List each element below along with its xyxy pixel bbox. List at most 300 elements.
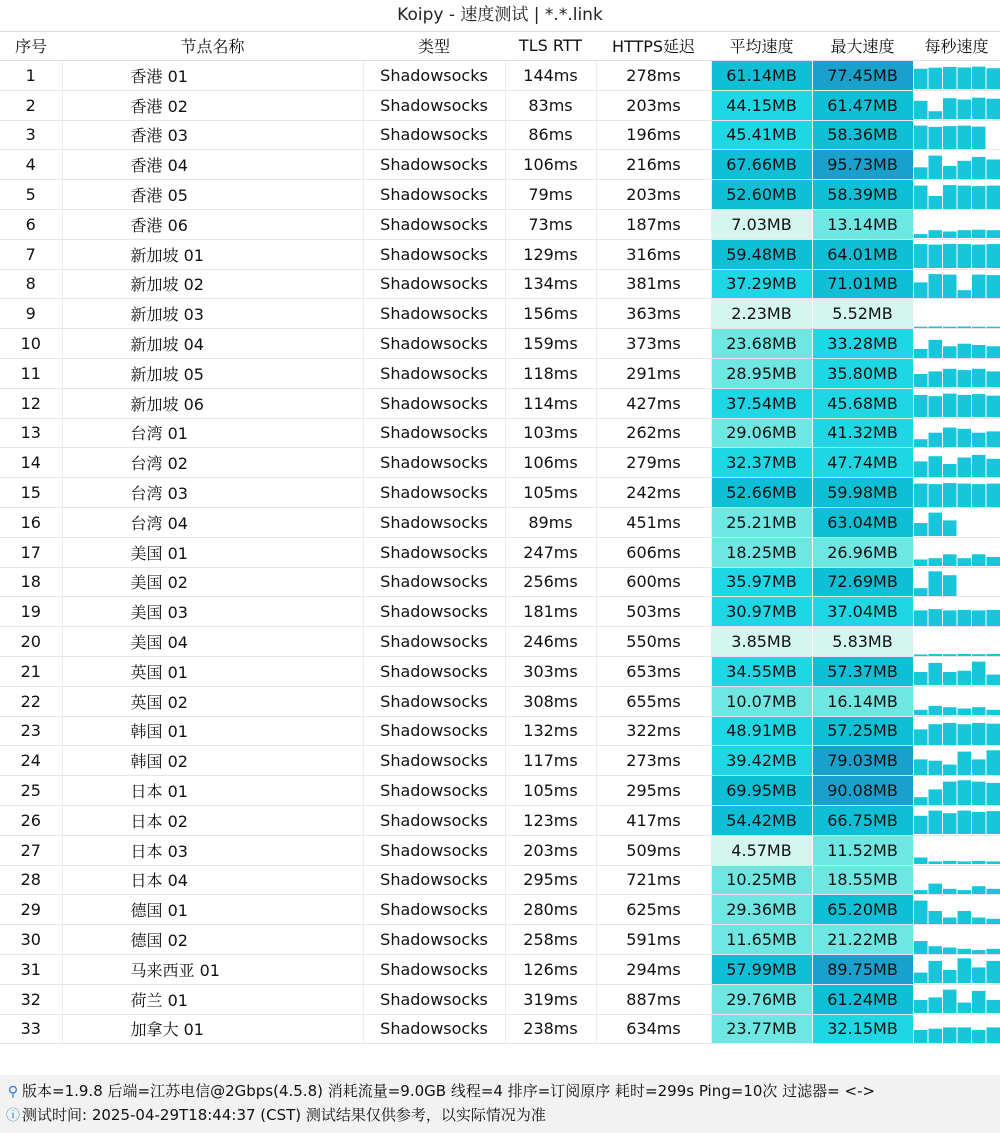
row-tls-rtt: 247ms <box>505 537 596 567</box>
per-second-bar <box>928 433 942 447</box>
per-second-sparkline <box>914 836 1000 864</box>
per-second-bar <box>957 948 971 953</box>
row-type: Shadowsocks <box>363 537 505 567</box>
per-second-bar <box>914 167 928 179</box>
col-header-index[interactable]: 序号 <box>0 31 62 61</box>
row-max-speed: 33.28MB <box>812 329 913 359</box>
row-avg-speed: 52.60MB <box>711 180 812 210</box>
per-second-bar <box>972 127 986 149</box>
row-index: 8 <box>0 269 62 299</box>
per-second-bar <box>928 245 942 268</box>
per-second-bar <box>957 671 971 685</box>
row-type: Shadowsocks <box>363 686 505 716</box>
row-per-second-chart <box>913 61 1000 91</box>
per-second-bar <box>972 98 986 119</box>
row-node-name: 新加坡 05 <box>62 358 363 388</box>
per-second-bar <box>957 780 971 805</box>
per-second-bar <box>914 560 928 567</box>
per-second-bar <box>986 346 1000 358</box>
row-https-latency: 503ms <box>596 597 711 627</box>
row-max-speed: 5.83MB <box>812 627 913 657</box>
window-title: Koipy - 速度测试 | *.*.link <box>0 0 1000 32</box>
row-per-second-chart <box>913 746 1000 776</box>
per-second-bar <box>928 706 942 715</box>
row-per-second-chart <box>913 180 1000 210</box>
row-tls-rtt: 89ms <box>505 507 596 537</box>
row-tls-rtt: 159ms <box>505 329 596 359</box>
per-second-bar <box>943 781 957 804</box>
per-second-bar <box>986 185 1000 208</box>
per-second-bar <box>914 759 928 775</box>
per-second-bar <box>986 159 1000 179</box>
row-max-speed: 66.75MB <box>812 805 913 835</box>
per-second-bar <box>957 343 971 357</box>
per-second-bar <box>957 244 971 268</box>
row-type: Shadowsocks <box>363 895 505 925</box>
per-second-bar <box>928 484 942 507</box>
row-node-name: 香港 01 <box>62 61 363 91</box>
col-header-https-latency[interactable]: HTTPS延迟 <box>596 31 711 61</box>
row-per-second-chart <box>913 239 1000 269</box>
per-second-sparkline <box>914 985 1000 1013</box>
per-second-bar <box>957 724 971 745</box>
row-per-second-chart <box>913 269 1000 299</box>
per-second-bar <box>957 558 971 566</box>
table-row[interactable] <box>0 90 1000 120</box>
per-second-bar <box>943 947 957 954</box>
table-row[interactable] <box>0 120 1000 150</box>
col-header-max-speed[interactable]: 最大速度 <box>812 31 913 61</box>
row-index: 24 <box>0 746 62 776</box>
row-max-speed: 58.36MB <box>812 120 913 150</box>
row-index: 18 <box>0 567 62 597</box>
row-https-latency: 721ms <box>596 865 711 895</box>
table-row[interactable] <box>0 180 1000 210</box>
row-index: 16 <box>0 507 62 537</box>
row-node-name: 新加坡 04 <box>62 329 363 359</box>
row-index: 4 <box>0 150 62 180</box>
table-row[interactable] <box>0 954 1000 984</box>
row-https-latency: 242ms <box>596 478 711 508</box>
row-avg-speed: 37.54MB <box>711 388 812 418</box>
row-max-speed: 61.24MB <box>812 984 913 1014</box>
per-second-bar <box>957 68 971 90</box>
row-index: 5 <box>0 180 62 210</box>
per-second-bar <box>943 244 957 268</box>
row-https-latency: 291ms <box>596 358 711 388</box>
row-https-latency: 373ms <box>596 329 711 359</box>
per-second-bar <box>943 521 957 537</box>
row-tls-rtt: 129ms <box>505 239 596 269</box>
per-second-bar <box>914 185 928 208</box>
per-second-bar <box>943 483 957 507</box>
row-https-latency: 417ms <box>596 805 711 835</box>
per-second-sparkline <box>914 210 1000 238</box>
row-node-name: 新加坡 06 <box>62 388 363 418</box>
per-second-bar <box>986 653 1000 655</box>
row-https-latency: 550ms <box>596 627 711 657</box>
per-second-bar <box>943 672 957 685</box>
row-node-name: 韩国 01 <box>62 716 363 746</box>
table-row[interactable] <box>0 448 1000 478</box>
per-second-sparkline <box>914 121 1000 149</box>
per-second-bar <box>957 1003 971 1013</box>
row-tls-rtt: 295ms <box>505 865 596 895</box>
per-second-bar <box>986 862 1000 865</box>
per-second-bar <box>972 345 986 358</box>
col-header-node-name[interactable]: 节点名称 <box>62 31 363 61</box>
row-max-speed: 63.04MB <box>812 507 913 537</box>
row-avg-speed: 54.42MB <box>711 805 812 835</box>
row-tls-rtt: 132ms <box>505 716 596 746</box>
row-https-latency: 887ms <box>596 984 711 1014</box>
row-index: 19 <box>0 597 62 627</box>
row-max-speed: 13.14MB <box>812 209 913 239</box>
row-tls-rtt: 106ms <box>505 150 596 180</box>
row-index: 21 <box>0 656 62 686</box>
row-node-name: 德国 02 <box>62 925 363 955</box>
table-row[interactable] <box>0 895 1000 925</box>
row-max-speed: 90.08MB <box>812 776 913 806</box>
table-row[interactable] <box>0 418 1000 448</box>
row-node-name: 荷兰 01 <box>62 984 363 1014</box>
row-node-name: 德国 01 <box>62 895 363 925</box>
row-avg-speed: 25.21MB <box>711 507 812 537</box>
row-type: Shadowsocks <box>363 61 505 91</box>
table-row[interactable] <box>0 299 1000 329</box>
row-avg-speed: 29.36MB <box>711 895 812 925</box>
row-index: 20 <box>0 627 62 657</box>
per-second-sparkline <box>914 896 1000 924</box>
per-second-bar <box>943 814 957 835</box>
row-https-latency: 278ms <box>596 61 711 91</box>
row-https-latency: 322ms <box>596 716 711 746</box>
per-second-bar <box>914 326 928 327</box>
per-second-bar <box>957 751 971 774</box>
per-second-bar <box>928 961 942 983</box>
row-tls-rtt: 123ms <box>505 805 596 835</box>
row-avg-speed: 23.77MB <box>711 1014 812 1044</box>
per-second-bar <box>914 101 928 119</box>
row-max-speed: 11.52MB <box>812 835 913 865</box>
table-row[interactable] <box>0 686 1000 716</box>
row-type: Shadowsocks <box>363 269 505 299</box>
per-second-bar <box>914 1000 928 1013</box>
per-second-bar <box>943 861 957 864</box>
row-per-second-chart <box>913 597 1000 627</box>
footer-meta-text: 版本=1.9.8 后端=江苏电信@2Gbps(4.5.8) 消耗流量=9.0GB 线程=4 排序=订阅原序 耗时=299s Ping=10次 过滤器= <-> <box>22 1082 876 1100</box>
row-max-speed: 57.37MB <box>812 656 913 686</box>
row-https-latency: 509ms <box>596 835 711 865</box>
row-type: Shadowsocks <box>363 388 505 418</box>
per-second-bar <box>914 439 928 447</box>
col-header-tls-rtt[interactable]: TLS RTT <box>505 31 596 61</box>
row-https-latency: 606ms <box>596 537 711 567</box>
per-second-bar <box>986 889 1000 894</box>
per-second-bar <box>928 68 942 89</box>
table-row[interactable] <box>0 269 1000 299</box>
row-tls-rtt: 105ms <box>505 478 596 508</box>
table-row[interactable] <box>0 478 1000 508</box>
per-second-sparkline <box>914 508 1000 536</box>
table-row[interactable] <box>0 567 1000 597</box>
footer-time-text: 测试时间: 2025-04-29T18:44:37 (CST) 测试结果仅供参考，以实际情况为准 <box>22 1106 546 1124</box>
per-second-bar <box>914 461 928 477</box>
per-second-bar <box>972 968 986 984</box>
per-second-bar <box>986 782 1000 804</box>
per-second-bar <box>928 231 942 239</box>
row-index: 33 <box>0 1014 62 1044</box>
row-avg-speed: 45.41MB <box>711 120 812 150</box>
row-type: Shadowsocks <box>363 120 505 150</box>
row-type: Shadowsocks <box>363 716 505 746</box>
row-avg-speed: 57.99MB <box>711 954 812 984</box>
row-tls-rtt: 280ms <box>505 895 596 925</box>
row-avg-speed: 39.42MB <box>711 746 812 776</box>
footer-meta-line <box>0 1079 1000 1103</box>
table-row[interactable] <box>0 239 1000 269</box>
row-avg-speed: 7.03MB <box>711 209 812 239</box>
row-tls-rtt: 256ms <box>505 567 596 597</box>
row-per-second-chart <box>913 776 1000 806</box>
row-https-latency: 634ms <box>596 1014 711 1044</box>
row-per-second-chart <box>913 1014 1000 1044</box>
per-second-bar <box>972 554 986 566</box>
row-max-speed: 58.39MB <box>812 180 913 210</box>
row-per-second-chart <box>913 835 1000 865</box>
per-second-bar <box>986 326 1000 327</box>
per-second-sparkline <box>914 181 1000 209</box>
row-type: Shadowsocks <box>363 925 505 955</box>
table-row[interactable] <box>0 537 1000 567</box>
per-second-bar <box>957 395 971 417</box>
table-row[interactable] <box>0 805 1000 835</box>
row-avg-speed: 35.97MB <box>711 567 812 597</box>
row-index: 13 <box>0 418 62 448</box>
per-second-bar <box>986 811 1000 834</box>
per-second-sparkline <box>914 300 1000 328</box>
row-avg-speed: 29.76MB <box>711 984 812 1014</box>
table-row[interactable] <box>0 209 1000 239</box>
per-second-bar <box>957 862 971 865</box>
row-max-speed: 32.15MB <box>812 1014 913 1044</box>
per-second-bar <box>914 483 928 506</box>
per-second-bar <box>943 464 957 477</box>
row-per-second-chart <box>913 329 1000 359</box>
row-avg-speed: 44.15MB <box>711 90 812 120</box>
per-second-bar <box>943 889 957 894</box>
per-second-bar <box>957 326 971 328</box>
row-max-speed: 26.96MB <box>812 537 913 567</box>
row-index: 9 <box>0 299 62 329</box>
per-second-sparkline <box>914 330 1000 358</box>
per-second-sparkline <box>914 598 1000 626</box>
row-per-second-chart <box>913 925 1000 955</box>
row-per-second-chart <box>913 686 1000 716</box>
row-max-speed: 37.04MB <box>812 597 913 627</box>
per-second-bar <box>972 157 986 179</box>
per-second-bar <box>914 69 928 89</box>
per-second-sparkline <box>914 151 1000 179</box>
col-header-type[interactable]: 类型 <box>363 31 505 61</box>
per-second-bar <box>972 369 986 387</box>
per-second-sparkline <box>914 777 1000 805</box>
per-second-bar <box>928 558 942 566</box>
row-type: Shadowsocks <box>363 418 505 448</box>
per-second-bar <box>972 245 986 268</box>
per-second-sparkline <box>914 449 1000 477</box>
row-index: 3 <box>0 120 62 150</box>
row-https-latency: 273ms <box>596 746 711 776</box>
per-second-bar <box>914 374 928 387</box>
row-avg-speed: 34.55MB <box>711 656 812 686</box>
per-second-bar <box>928 609 942 626</box>
footer-time-line <box>0 1103 1000 1127</box>
row-node-name: 香港 06 <box>62 209 363 239</box>
per-second-sparkline <box>914 717 1000 745</box>
row-https-latency: 653ms <box>596 656 711 686</box>
row-type: Shadowsocks <box>363 299 505 329</box>
per-second-sparkline <box>914 657 1000 685</box>
col-header-avg-speed[interactable]: 平均速度 <box>711 31 812 61</box>
per-second-bar <box>986 1027 1000 1043</box>
per-second-sparkline <box>914 926 1000 954</box>
row-tls-rtt: 103ms <box>505 418 596 448</box>
row-max-speed: 47.74MB <box>812 448 913 478</box>
per-second-sparkline <box>914 1015 1000 1043</box>
per-second-sparkline <box>914 419 1000 447</box>
row-max-speed: 79.03MB <box>812 746 913 776</box>
row-tls-rtt: 73ms <box>505 209 596 239</box>
per-second-bar <box>972 662 986 685</box>
row-tls-rtt: 258ms <box>505 925 596 955</box>
per-second-bar <box>943 394 957 417</box>
table-row[interactable] <box>0 1014 1000 1044</box>
row-avg-speed: 52.66MB <box>711 478 812 508</box>
row-avg-speed: 37.29MB <box>711 269 812 299</box>
row-type: Shadowsocks <box>363 597 505 627</box>
row-index: 31 <box>0 954 62 984</box>
per-second-sparkline <box>914 270 1000 298</box>
status-footer <box>0 1075 1000 1133</box>
row-node-name: 美国 02 <box>62 567 363 597</box>
row-avg-speed: 10.07MB <box>711 686 812 716</box>
per-second-bar <box>914 654 928 656</box>
per-second-bar <box>928 884 942 894</box>
row-type: Shadowsocks <box>363 329 505 359</box>
per-second-bar <box>986 99 1000 119</box>
per-second-bar <box>957 709 971 716</box>
row-per-second-chart <box>913 150 1000 180</box>
per-second-bar <box>943 232 957 239</box>
row-type: Shadowsocks <box>363 865 505 895</box>
row-per-second-chart <box>913 478 1000 508</box>
table-row[interactable] <box>0 507 1000 537</box>
table-row[interactable] <box>0 150 1000 180</box>
row-tls-rtt: 114ms <box>505 388 596 418</box>
row-node-name: 香港 04 <box>62 150 363 180</box>
per-second-bar <box>957 370 971 387</box>
per-second-bar <box>943 326 957 327</box>
per-second-bar <box>972 433 986 447</box>
per-second-bar <box>957 231 971 239</box>
row-type: Shadowsocks <box>363 507 505 537</box>
row-max-speed: 71.01MB <box>812 269 913 299</box>
per-second-bar <box>957 126 971 149</box>
per-second-bar <box>957 457 971 477</box>
row-max-speed: 5.52MB <box>812 299 913 329</box>
per-second-bar <box>943 723 957 745</box>
row-type: Shadowsocks <box>363 150 505 180</box>
row-max-speed: 59.98MB <box>812 478 913 508</box>
row-tls-rtt: 246ms <box>505 627 596 657</box>
table-row[interactable] <box>0 776 1000 806</box>
table-row[interactable] <box>0 865 1000 895</box>
per-second-sparkline <box>914 91 1000 119</box>
row-https-latency: 381ms <box>596 269 711 299</box>
per-second-bar <box>914 816 928 834</box>
per-second-bar <box>928 456 942 477</box>
row-per-second-chart <box>913 448 1000 478</box>
table-row[interactable] <box>0 388 1000 418</box>
per-second-bar <box>986 275 1000 298</box>
row-avg-speed: 4.57MB <box>711 835 812 865</box>
row-node-name: 英国 02 <box>62 686 363 716</box>
row-per-second-chart <box>913 358 1000 388</box>
row-per-second-chart <box>913 805 1000 835</box>
per-second-bar <box>943 67 957 89</box>
row-tls-rtt: 134ms <box>505 269 596 299</box>
table-row[interactable] <box>0 925 1000 955</box>
col-header-per-second-speed[interactable]: 每秒速度 <box>913 31 1000 61</box>
row-type: Shadowsocks <box>363 835 505 865</box>
table-row[interactable] <box>0 716 1000 746</box>
row-type: Shadowsocks <box>363 627 505 657</box>
per-second-bar <box>928 396 942 417</box>
table-row[interactable] <box>0 746 1000 776</box>
per-second-bar <box>914 234 928 238</box>
per-second-sparkline <box>914 628 1000 656</box>
row-tls-rtt: 156ms <box>505 299 596 329</box>
table-row[interactable] <box>0 597 1000 627</box>
per-second-bar <box>986 396 1000 417</box>
row-node-name: 马来西亚 01 <box>62 954 363 984</box>
per-second-bar <box>972 326 986 327</box>
row-tls-rtt: 106ms <box>505 448 596 478</box>
per-second-bar <box>928 911 942 924</box>
table-row[interactable] <box>0 329 1000 359</box>
per-second-bar <box>914 797 928 805</box>
row-avg-speed: 32.37MB <box>711 448 812 478</box>
per-second-sparkline <box>914 955 1000 983</box>
per-second-bar <box>957 429 971 447</box>
per-second-bar <box>928 111 942 119</box>
per-second-bar <box>986 459 1000 477</box>
info-icon: ⓘ <box>6 1108 20 1124</box>
row-type: Shadowsocks <box>363 448 505 478</box>
table-row[interactable] <box>0 61 1000 91</box>
per-second-bar <box>914 588 928 596</box>
table-row[interactable] <box>0 627 1000 657</box>
row-https-latency: 279ms <box>596 448 711 478</box>
per-second-bar <box>986 431 1000 447</box>
table-row[interactable] <box>0 984 1000 1014</box>
per-second-bar <box>972 1030 986 1043</box>
row-index: 10 <box>0 329 62 359</box>
table-row[interactable] <box>0 835 1000 865</box>
table-row[interactable] <box>0 656 1000 686</box>
table-row[interactable] <box>0 358 1000 388</box>
